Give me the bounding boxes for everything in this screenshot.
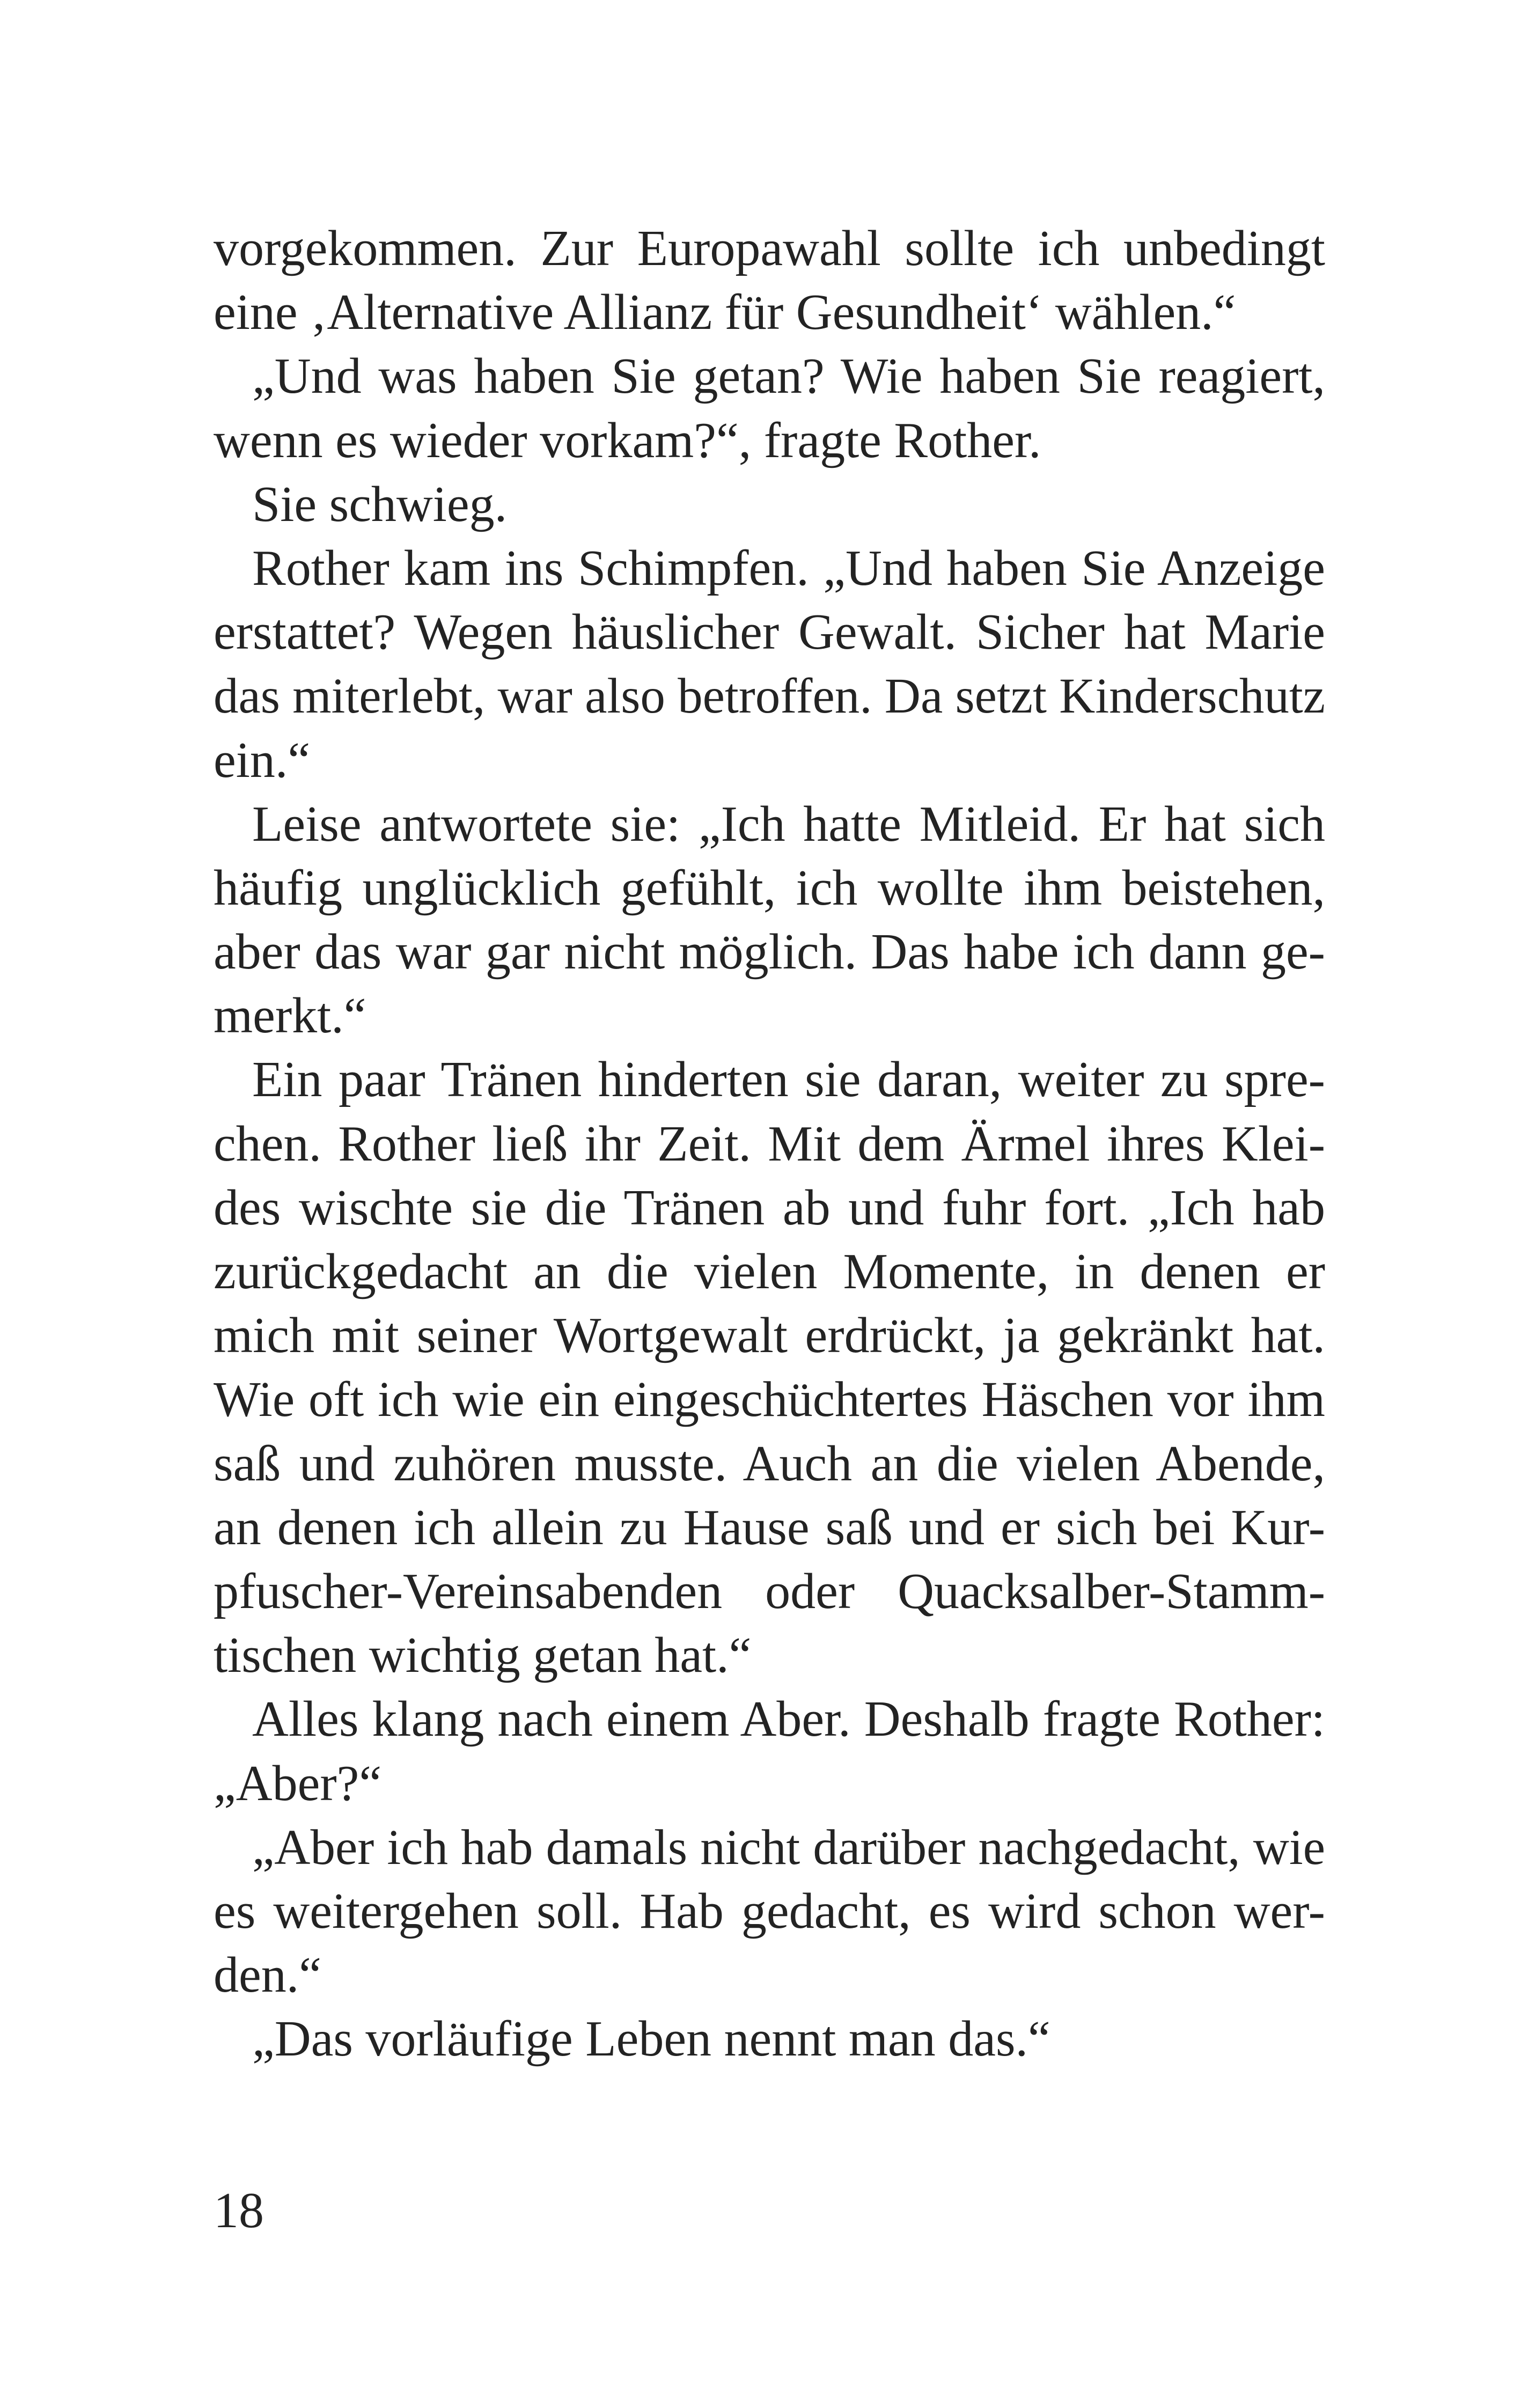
text-line: eine ‚Alternative Allianz für Gesundheit‘ wählen.“ bbox=[214, 284, 1236, 341]
text-line: an denen ich allein zu Hause saß und er sich bei Kur- bbox=[214, 1499, 1325, 1555]
text-line: Ein paar Tränen hinderten sie daran, weiter zu spre- bbox=[252, 1052, 1325, 1108]
text-line: aber das war gar nicht möglich. Das habe ich dann ge- bbox=[214, 924, 1325, 980]
text-line: den.“ bbox=[214, 1947, 321, 2003]
text-line: vorgekommen. Zur Europawahl sollte ich unbedingt bbox=[214, 221, 1325, 276]
text-line: das miterlebt, war also betroffen. Da setzt Kinderschutz bbox=[214, 669, 1325, 724]
text-line: „Das vorläufige Leben nennt man das.“ bbox=[252, 2011, 1050, 2067]
text-line: tischen wichtig getan hat.“ bbox=[214, 1627, 752, 1684]
text-line: Alles klang nach einem Aber. Deshalb fragte Rother: bbox=[252, 1691, 1325, 1748]
text-line: „Und was haben Sie getan? Wie haben Sie reagiert, bbox=[252, 348, 1325, 405]
text-line: Sie schwieg. bbox=[252, 476, 508, 532]
text-line: ein.“ bbox=[214, 732, 311, 788]
text-line: „Aber?“ bbox=[214, 1755, 382, 1811]
text-line: pfuscher-Vereinsabenden oder Quacksalber-Stamm- bbox=[214, 1563, 1325, 1619]
text-line: erstattet? Wegen häuslicher Gewalt. Sicher hat Marie bbox=[214, 604, 1325, 660]
text-line: es weitergehen soll. Hab gedacht, es wird schon wer- bbox=[214, 1883, 1325, 1939]
text-line: häufig unglücklich gefühlt, ich wollte ihm beistehen, bbox=[214, 860, 1325, 916]
text-line: merkt.“ bbox=[214, 988, 366, 1044]
text-line: wenn es wieder vorkam?“, fragte Rother. bbox=[214, 412, 1041, 468]
text-line: des wischte sie die Tränen ab und fuhr fort. „Ich hab bbox=[214, 1179, 1325, 1236]
text-line: Leise antwortete sie: „Ich hatte Mitleid. Er hat sich bbox=[252, 796, 1325, 852]
body-text bbox=[214, 217, 1325, 2071]
page-number: 18 bbox=[214, 2183, 264, 2238]
text-line: Rother kam ins Schimpfen. „Und haben Sie Anzeige bbox=[252, 540, 1325, 596]
text-line: „Aber ich hab damals nicht darüber nachgedacht, wie bbox=[252, 1819, 1325, 1875]
text-line: zurückgedacht an die vielen Momente, in denen er bbox=[214, 1244, 1325, 1300]
text-line: chen. Rother ließ ihr Zeit. Mit dem Ärmel ihres Klei- bbox=[214, 1115, 1325, 1172]
text-line: Wie oft ich wie ein eingeschüchtertes Häschen vor ihm bbox=[214, 1372, 1325, 1428]
text-line: saß und zuhören musste. Auch an die vielen Abende, bbox=[214, 1435, 1325, 1492]
text-line: mich mit seiner Wortgewalt erdrückt, ja gekränkt hat. bbox=[214, 1308, 1325, 1364]
